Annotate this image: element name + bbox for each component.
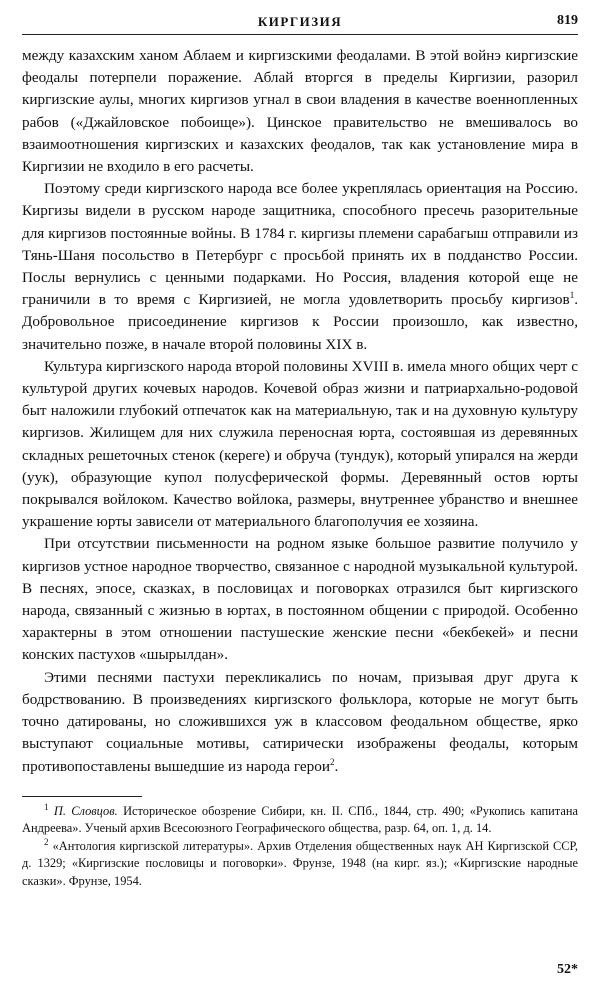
- paragraph-5: [22, 667, 578, 778]
- running-head: [22, 12, 578, 35]
- footnote-1-author: П. Словцов.: [53, 803, 118, 818]
- signature-mark: 52*: [557, 962, 578, 977]
- footnote-ref-2: 2: [329, 756, 335, 767]
- body-text: [22, 45, 578, 778]
- paragraph-3: [22, 356, 578, 534]
- footnotes: [22, 803, 578, 891]
- paragraph-2-text-after: . Добровольное присоединение киргизов к России произошло, как известно, значительно позже, в начале второй половины XIX в.: [22, 291, 578, 353]
- page-number: 819: [557, 13, 578, 28]
- footnote-ref-1: 1: [569, 290, 575, 301]
- footnote-1-marker: 1: [44, 801, 49, 812]
- paragraph-5-text: Этими песнями пастухи перекликались по ночам, призывая друг друга к бодрствованию. В произведениях киргизского фольклора, которые не могут быть точно датированы, но сложившихся уж в классовом феодальном обществе, ярко выступают социальные мотивы, сатирически изображены феодалы, которым противопоставлены вышедшие из народа герои: [22, 668, 578, 775]
- footnote-1-text: Историческое обозрение Сибири, кн. II. СПб., 1844, стр. 490; «Рукопись капитана Андреева». Ученый архив Всесоюзного Географического общества, разр. 64, оп. 1, д. 14.: [22, 803, 578, 836]
- footnote-2: [22, 838, 578, 891]
- paragraph-1-text: между казахским ханом Аблаем и киргизскими феодалами. В этой войнэ киргизские феодалы потерпели поражение. Аблай вторгся в пределы Киргизии, разорил киргизские аулы, многих киргизов угнал в свои владения в качестве военнопленных рабов («Джайловское побоище»). Цинское правительство не вмешивалось во взаимоотношения киргизских и казахских феодалов, так как установление мира в Киргизии не входило в его расчеты.: [22, 47, 578, 176]
- paragraph-4-text: При отсутствии письменности на родном языке большое развитие получило у киргизов устное народное творчество, связанное с народной музыкальной культурой. В песнях, эпосе, сказках, в пословицах и поговорках отразился быт киргизского народа, связанный с жизнью в юртах, в постоянном общении с природой. Особенно характерны в этом отношении пастушеские женские песни «бекбекей» и песни конских пастухов «шырылдан».: [22, 535, 578, 664]
- footnote-1: [22, 803, 578, 838]
- footnote-2-text: «Антология киргизской литературы». Архив Отделения общественных наук АН Киргизской ССР, д. 1329; «Киргизские пословицы и поговорки». Фрунзе, 1948 (на кирг. яз.); «Киргизские народные сказки». Фрунзе, 1954.: [22, 838, 578, 888]
- running-title: КИРГИЗИЯ: [257, 14, 343, 29]
- footnote-divider: [22, 796, 142, 797]
- paragraph-3-text: Культура киргизского народа второй половины XVIII в. имела много общих черт с культурой других кочевых народов. Кочевой образ жизни и патриархально-родовой быт наложили глубокий отпечаток как на материальную, так и на духовную культуру киргизов. Жилищем для них служила переносная юрта, состоявшая из деревянных складных решеточных стенок (кереге) и обруча (тундук), который упирался на жерди (уук), образующие купол полусферической формы. Деревянный остов юрты покрывался войлоком. Качество войлока, размеры, внутреннее убранство и внешнее украшение юрты зависели от материального благополучия ее хозяина.: [22, 357, 578, 531]
- paragraph-2: [22, 178, 578, 356]
- paragraph-5-text-after: .: [334, 757, 339, 775]
- paragraph-2-text: Поэтому среди киргизского народа все более укреплялась ориентация на Россию. Киргизы видели в русском народе защитника, способного пресечь разорительные для киргизов постоянные войны. В 1784 г. киргизы племени сарабагыш отправили из Тянь-Шаня посольство в Петербург с просьбой принять их в подданство России. Послы вернулись с ценными подарками. Но Россия, владения которой еще не граничили в то время с Киргизией, не могла удовлетворить просьбу киргизов: [22, 180, 578, 309]
- book-page: [22, 12, 578, 980]
- paragraph-4: [22, 533, 578, 666]
- footnote-2-marker: 2: [44, 836, 49, 847]
- paragraph-1: [22, 45, 578, 178]
